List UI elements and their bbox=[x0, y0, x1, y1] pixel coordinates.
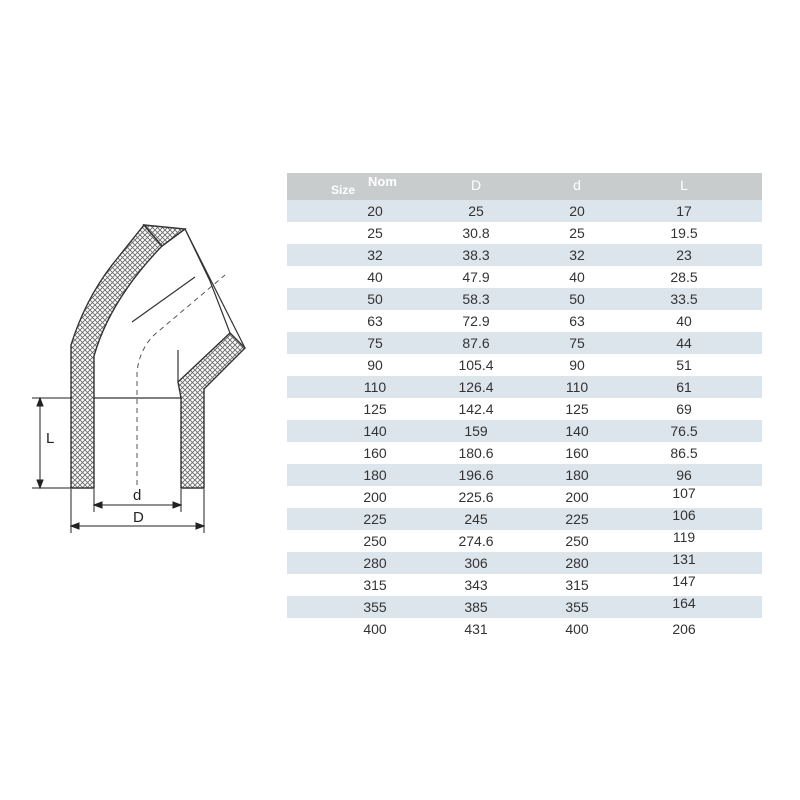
cell-L: 44 bbox=[676, 335, 692, 351]
cell-size: 400 bbox=[363, 621, 387, 637]
cell-L: 61 bbox=[676, 379, 692, 395]
cell-D: 105.4 bbox=[458, 357, 494, 373]
cell-size: 32 bbox=[367, 247, 383, 263]
cell-d: 125 bbox=[565, 401, 589, 417]
cell-d: 40 bbox=[569, 269, 585, 285]
cell-D: 245 bbox=[464, 511, 488, 527]
table-row bbox=[287, 552, 762, 574]
cell-L: 164 bbox=[672, 595, 696, 611]
cell-size: 355 bbox=[363, 599, 387, 615]
table-row bbox=[287, 332, 762, 354]
cell-L: 106 bbox=[672, 507, 696, 523]
cell-D: 159 bbox=[464, 423, 488, 439]
label-d: d bbox=[133, 487, 142, 504]
table-row bbox=[287, 574, 762, 596]
cell-D: 385 bbox=[464, 599, 488, 615]
cell-D: 431 bbox=[464, 621, 488, 637]
cell-D: 126.4 bbox=[458, 379, 494, 395]
cell-d: 50 bbox=[569, 291, 585, 307]
cell-D: 196.6 bbox=[458, 467, 494, 483]
table-row bbox=[287, 222, 762, 244]
dimension-table bbox=[287, 173, 762, 640]
cell-L: 131 bbox=[672, 551, 696, 567]
cell-D: 38.3 bbox=[462, 247, 490, 263]
cell-size: 180 bbox=[363, 467, 387, 483]
table-row bbox=[287, 442, 762, 464]
cell-size: 280 bbox=[363, 555, 387, 571]
table-row bbox=[287, 530, 762, 552]
cell-D: 25 bbox=[468, 203, 484, 219]
table-row bbox=[287, 420, 762, 442]
cell-L: 107 bbox=[672, 485, 696, 501]
cell-d: 90 bbox=[569, 357, 585, 373]
cell-L: 28.5 bbox=[670, 269, 698, 285]
cell-d: 160 bbox=[565, 445, 589, 461]
cell-d: 250 bbox=[565, 533, 589, 549]
cell-D: 87.6 bbox=[462, 335, 490, 351]
header-size: Size bbox=[331, 183, 356, 197]
cell-L: 33.5 bbox=[670, 291, 698, 307]
cell-L: 23 bbox=[676, 247, 692, 263]
header-D: D bbox=[470, 177, 482, 193]
cell-size: 315 bbox=[363, 577, 387, 593]
cell-size: 75 bbox=[367, 335, 383, 351]
cell-size: 250 bbox=[363, 533, 387, 549]
cell-D: 30.8 bbox=[462, 225, 490, 241]
cell-d: 20 bbox=[569, 203, 585, 219]
fitting-inner-outline bbox=[94, 229, 245, 398]
cell-L: 17 bbox=[676, 203, 692, 219]
cell-size: 25 bbox=[367, 225, 383, 241]
cell-d: 225 bbox=[565, 511, 589, 527]
cell-d: 75 bbox=[569, 335, 585, 351]
cell-d: 180 bbox=[565, 467, 589, 483]
cell-L: 147 bbox=[672, 573, 696, 589]
cell-D: 72.9 bbox=[462, 313, 490, 329]
cell-d: 25 bbox=[569, 225, 585, 241]
cell-size: 63 bbox=[367, 313, 383, 329]
cell-D: 58.3 bbox=[462, 291, 490, 307]
table-row bbox=[287, 398, 762, 420]
cell-size: 40 bbox=[367, 269, 383, 285]
cell-size: 160 bbox=[363, 445, 387, 461]
cell-d: 200 bbox=[565, 489, 589, 505]
cell-size: 200 bbox=[363, 489, 387, 505]
cell-L-extra: 206 bbox=[672, 621, 696, 637]
cell-D: 343 bbox=[464, 577, 488, 593]
table-row bbox=[287, 354, 762, 376]
cell-size: 90 bbox=[367, 357, 383, 373]
label-D: D bbox=[133, 509, 144, 526]
fitting-wall-hatching bbox=[71, 225, 245, 488]
cell-size: 140 bbox=[363, 423, 387, 439]
table-row bbox=[287, 464, 762, 486]
cell-L: 119 bbox=[672, 529, 696, 545]
cell-L: 51 bbox=[676, 357, 692, 373]
table-body bbox=[287, 200, 762, 640]
cell-L: 76.5 bbox=[670, 423, 698, 439]
cell-D: 47.9 bbox=[462, 269, 490, 285]
cell-D: 142.4 bbox=[458, 401, 494, 417]
cell-size: 225 bbox=[363, 511, 387, 527]
table-row bbox=[287, 200, 762, 222]
cell-d: 355 bbox=[565, 599, 589, 615]
cell-size: 50 bbox=[367, 291, 383, 307]
cell-L: 19.5 bbox=[670, 225, 698, 241]
cell-d: 315 bbox=[565, 577, 589, 593]
table-row bbox=[287, 376, 762, 398]
header-L: L bbox=[680, 177, 688, 193]
table-row bbox=[287, 486, 762, 508]
cell-d: 400 bbox=[565, 621, 589, 637]
header-nom: Nom bbox=[368, 174, 397, 189]
table-row bbox=[287, 618, 762, 640]
table-header bbox=[287, 173, 762, 200]
table-row bbox=[287, 244, 762, 266]
cell-D: 306 bbox=[464, 555, 488, 571]
cell-d: 32 bbox=[569, 247, 585, 263]
table-row bbox=[287, 288, 762, 310]
cell-L: 40 bbox=[676, 313, 692, 329]
cell-d: 140 bbox=[565, 423, 589, 439]
cell-d: 110 bbox=[565, 379, 589, 395]
cell-L: 96 bbox=[676, 467, 692, 483]
cell-D: 180.6 bbox=[458, 445, 494, 461]
table-row bbox=[287, 310, 762, 332]
cell-L: 69 bbox=[676, 401, 692, 417]
cell-size: 20 bbox=[367, 203, 383, 219]
table-row bbox=[287, 596, 762, 618]
label-L: L bbox=[46, 430, 55, 447]
cell-d: 280 bbox=[565, 555, 589, 571]
table-row bbox=[287, 508, 762, 530]
cell-D: 274.6 bbox=[458, 533, 494, 549]
cell-D: 225.6 bbox=[458, 489, 494, 505]
cell-size: 110 bbox=[363, 379, 387, 395]
cell-d: 63 bbox=[569, 313, 585, 329]
cell-L: 86.5 bbox=[670, 445, 698, 461]
cell-size: 125 bbox=[363, 401, 387, 417]
table-row bbox=[287, 266, 762, 288]
header-d: d bbox=[573, 177, 581, 193]
